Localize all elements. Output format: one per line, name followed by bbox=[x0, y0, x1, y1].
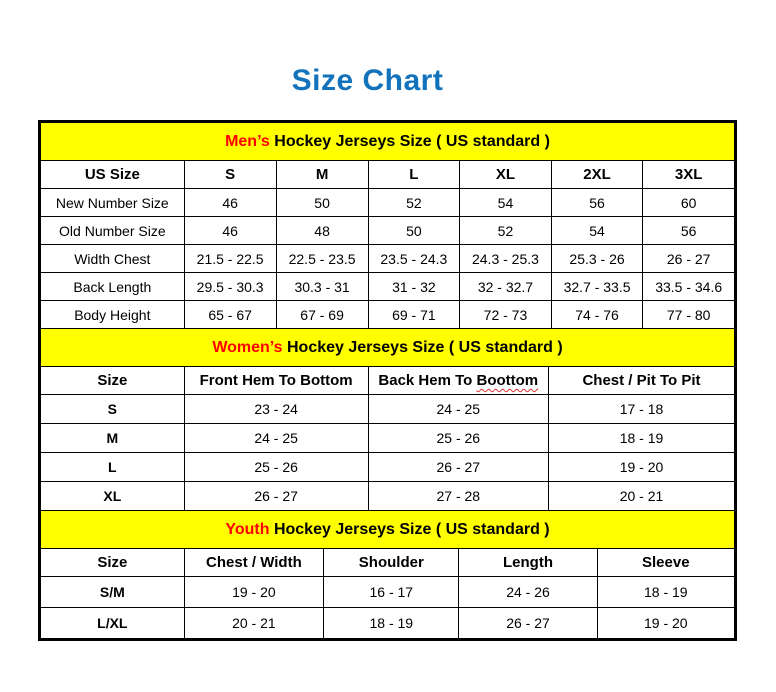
value-cell: 26 - 27 bbox=[459, 608, 597, 639]
value-cell: 72 - 73 bbox=[460, 301, 552, 329]
value-cell: 27 - 28 bbox=[368, 482, 548, 511]
table-row bbox=[41, 245, 735, 273]
column-header: Chest / Pit To Pit bbox=[549, 367, 735, 395]
row-label-cell: L bbox=[41, 453, 185, 482]
mens-size-table bbox=[40, 122, 735, 329]
womens-column-header-row bbox=[41, 367, 735, 395]
value-cell: 26 - 27 bbox=[643, 245, 735, 273]
column-header: S bbox=[184, 161, 276, 189]
misspelled-word: Boottom bbox=[476, 372, 539, 389]
row-label-cell: XL bbox=[41, 482, 185, 511]
table-row bbox=[41, 608, 735, 639]
value-cell: 77 - 80 bbox=[643, 301, 735, 329]
mens-banner-cell bbox=[41, 123, 735, 161]
row-label-cell: L/XL bbox=[41, 608, 185, 639]
womens-banner-cell bbox=[41, 329, 735, 367]
table-row bbox=[41, 424, 735, 453]
value-cell: 16 - 17 bbox=[324, 577, 459, 608]
value-cell: 56 bbox=[643, 217, 735, 245]
column-header: Back Hem To Boottom bbox=[368, 367, 548, 395]
column-header: Shoulder bbox=[324, 549, 459, 577]
row-label-cell: New Number Size bbox=[41, 189, 185, 217]
value-cell: 24 - 26 bbox=[459, 577, 597, 608]
value-cell: 25.3 - 26 bbox=[551, 245, 643, 273]
youth-table-body bbox=[41, 577, 735, 639]
value-cell: 18 - 19 bbox=[324, 608, 459, 639]
mens-column-header-row bbox=[41, 161, 735, 189]
table-row bbox=[41, 301, 735, 329]
mens-banner bbox=[41, 123, 735, 161]
youth-size-table bbox=[40, 511, 735, 639]
value-cell: 18 - 19 bbox=[549, 424, 735, 453]
value-cell: 32 - 32.7 bbox=[460, 273, 552, 301]
page-title: Size Chart bbox=[291, 64, 444, 97]
column-header: 2XL bbox=[551, 161, 643, 189]
value-cell: 31 - 32 bbox=[368, 273, 460, 301]
mens-banner-accent: Men’s bbox=[225, 132, 270, 150]
column-header: Chest / Width bbox=[184, 549, 323, 577]
value-cell: 46 bbox=[184, 217, 276, 245]
womens-banner-text: Hockey Jerseys Size ( US standard ) bbox=[282, 338, 563, 356]
womens-banner-accent: Women’s bbox=[212, 338, 283, 356]
value-cell: 18 - 19 bbox=[597, 577, 734, 608]
value-cell: 21.5 - 22.5 bbox=[184, 245, 276, 273]
value-cell: 17 - 18 bbox=[549, 395, 735, 424]
column-header: L bbox=[368, 161, 460, 189]
table-row bbox=[41, 273, 735, 301]
value-cell: 56 bbox=[551, 189, 643, 217]
youth-column-header-row bbox=[41, 549, 735, 577]
value-cell: 52 bbox=[460, 217, 552, 245]
value-cell: 22.5 - 23.5 bbox=[276, 245, 368, 273]
value-cell: 24.3 - 25.3 bbox=[460, 245, 552, 273]
column-header: M bbox=[276, 161, 368, 189]
value-cell: 65 - 67 bbox=[184, 301, 276, 329]
value-cell: 20 - 21 bbox=[549, 482, 735, 511]
mens-table-body bbox=[41, 189, 735, 329]
value-cell: 19 - 20 bbox=[597, 608, 734, 639]
youth-banner bbox=[41, 511, 735, 549]
row-label-cell: S/M bbox=[41, 577, 185, 608]
column-header: 3XL bbox=[643, 161, 735, 189]
value-cell: 46 bbox=[184, 189, 276, 217]
row-label-cell: Width Chest bbox=[41, 245, 185, 273]
value-cell: 50 bbox=[368, 217, 460, 245]
value-cell: 30.3 - 31 bbox=[276, 273, 368, 301]
youth-banner-cell bbox=[41, 511, 735, 549]
table-row bbox=[41, 577, 735, 608]
womens-banner bbox=[41, 329, 735, 367]
value-cell: 67 - 69 bbox=[276, 301, 368, 329]
value-cell: 33.5 - 34.6 bbox=[643, 273, 735, 301]
value-cell: 60 bbox=[643, 189, 735, 217]
row-label-cell: Back Length bbox=[41, 273, 185, 301]
table-row bbox=[41, 189, 735, 217]
column-header: Size bbox=[41, 549, 185, 577]
column-header: Front Hem To Bottom bbox=[184, 367, 368, 395]
value-cell: 25 - 26 bbox=[184, 453, 368, 482]
value-cell: 23.5 - 24.3 bbox=[368, 245, 460, 273]
value-cell: 23 - 24 bbox=[184, 395, 368, 424]
value-cell: 26 - 27 bbox=[368, 453, 548, 482]
value-cell: 25 - 26 bbox=[368, 424, 548, 453]
column-header: Size bbox=[41, 367, 185, 395]
womens-size-table bbox=[40, 329, 735, 511]
value-cell: 54 bbox=[460, 189, 552, 217]
value-cell: 32.7 - 33.5 bbox=[551, 273, 643, 301]
value-cell: 74 - 76 bbox=[551, 301, 643, 329]
row-label-cell: Old Number Size bbox=[41, 217, 185, 245]
womens-table-body bbox=[41, 395, 735, 511]
value-cell: 24 - 25 bbox=[368, 395, 548, 424]
table-row bbox=[41, 395, 735, 424]
table-row bbox=[41, 482, 735, 511]
value-cell: 20 - 21 bbox=[184, 608, 323, 639]
column-header: Length bbox=[459, 549, 597, 577]
value-cell: 29.5 - 30.3 bbox=[184, 273, 276, 301]
value-cell: 50 bbox=[276, 189, 368, 217]
youth-banner-accent: Youth bbox=[225, 520, 270, 538]
value-cell: 54 bbox=[551, 217, 643, 245]
size-chart-frame bbox=[38, 120, 737, 641]
table-row bbox=[41, 453, 735, 482]
row-label-cell: Body Height bbox=[41, 301, 185, 329]
column-header: Sleeve bbox=[597, 549, 734, 577]
column-header: US Size bbox=[41, 161, 185, 189]
value-cell: 26 - 27 bbox=[184, 482, 368, 511]
value-cell: 24 - 25 bbox=[184, 424, 368, 453]
row-label-cell: M bbox=[41, 424, 185, 453]
value-cell: 69 - 71 bbox=[368, 301, 460, 329]
table-row bbox=[41, 217, 735, 245]
mens-banner-text: Hockey Jerseys Size ( US standard ) bbox=[269, 132, 550, 150]
value-cell: 52 bbox=[368, 189, 460, 217]
value-cell: 19 - 20 bbox=[549, 453, 735, 482]
value-cell: 19 - 20 bbox=[184, 577, 323, 608]
youth-banner-text: Hockey Jerseys Size ( US standard ) bbox=[269, 520, 550, 538]
column-header: XL bbox=[460, 161, 552, 189]
value-cell: 48 bbox=[276, 217, 368, 245]
row-label-cell: S bbox=[41, 395, 185, 424]
